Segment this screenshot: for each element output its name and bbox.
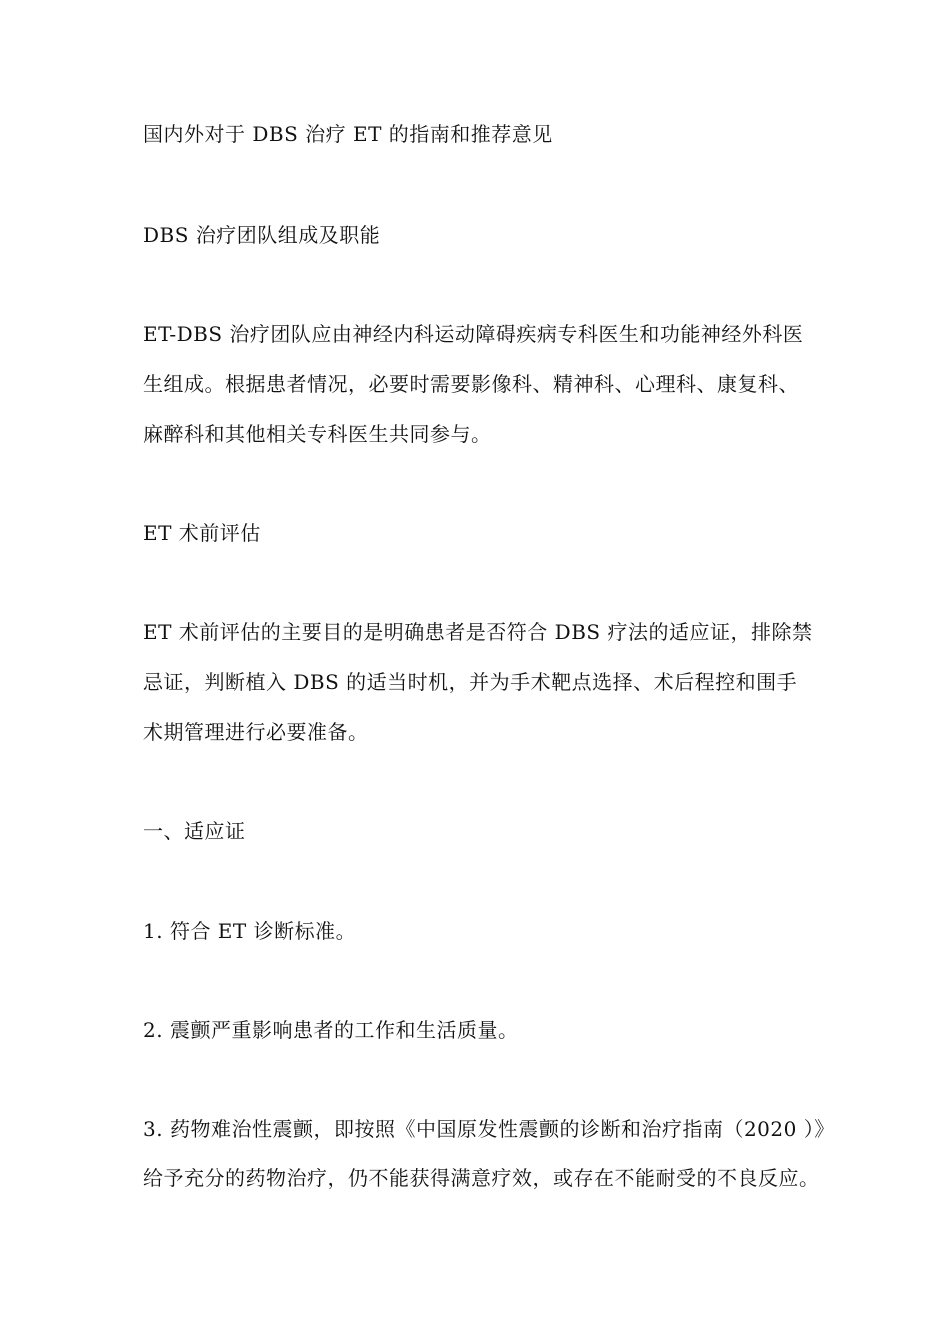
- list-item-1: 1. 符合 ET 诊断标准。: [143, 919, 357, 943]
- list-item-3-line-2: 给予充分的药物治疗，仍不能获得满意疗效，或存在不能耐受的不良反应。: [143, 1166, 820, 1190]
- paragraph-team-line-1: ET-DBS 治疗团队应由神经内科运动障碍疾病专科医生和功能神经外科医: [143, 322, 804, 346]
- paragraph-team-line-3: 麻醉科和其他相关专科医生共同参与。: [143, 422, 492, 446]
- section-heading-preop: ET 术前评估: [143, 521, 261, 545]
- list-item-3-line-1: 3. 药物难治性震颤，即按照《中国原发性震颤的诊断和治疗指南（2020 ）》: [143, 1117, 835, 1141]
- paragraph-preop-line-3: 术期管理进行必要准备。: [143, 720, 369, 744]
- section-heading-team: DBS 治疗团队组成及职能: [143, 223, 381, 247]
- paragraph-preop-line-1: ET 术前评估的主要目的是明确患者是否符合 DBS 疗法的适应证，排除禁: [143, 620, 813, 644]
- paragraph-preop-line-2: 忌证，判断植入 DBS 的适当时机，并为手术靶点选择、术后程控和围手: [143, 670, 798, 694]
- paragraph-team-line-2: 生组成。根据患者情况，必要时需要影像科、精神科、心理科、康复科、: [143, 372, 799, 396]
- section-heading-guidelines: 国内外对于 DBS 治疗 ET 的指南和推荐意见: [143, 122, 553, 146]
- section-heading-indications: 一、适应证: [143, 819, 246, 843]
- list-item-2: 2. 震颤严重影响患者的工作和生活质量。: [143, 1018, 519, 1042]
